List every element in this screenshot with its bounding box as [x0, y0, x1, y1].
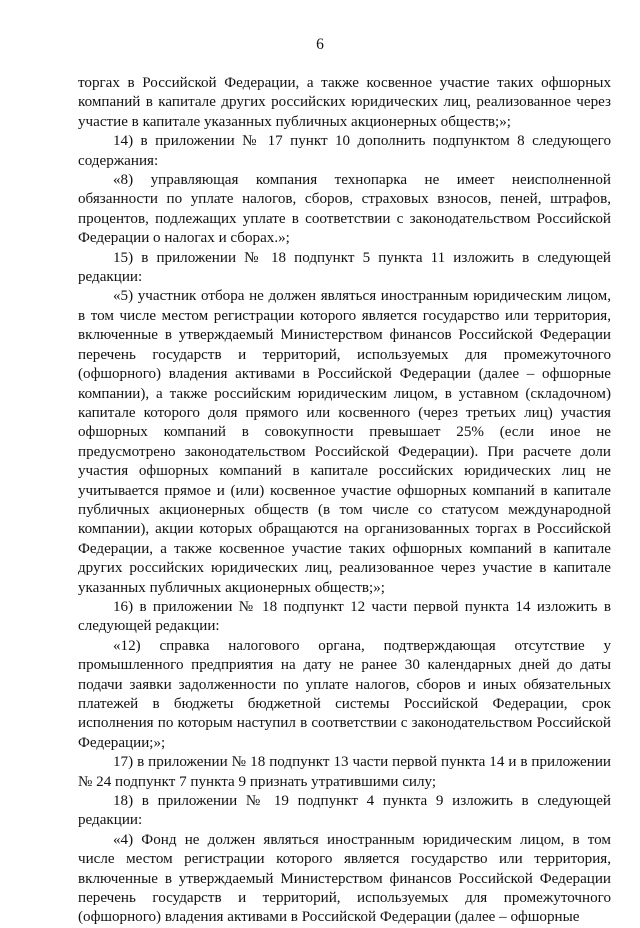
paragraph-item-14-quote: «8) управляющая компания технопарка не имеет неисполненной обязанности по уплате налогов, сборов, страховых взносов, пеней, штрафов, процентов, подлежащих уплате в соответствии с законодательством Российской Федерации о налогах и сборах.»;: [78, 172, 611, 247]
paragraph-continuation: торгах в Российской Федерации, а также косвенное участие таких офшорных компаний в капитале других российских юридических лиц, реализованное через участие в капитале указанных публичных акционерных обществ;»;: [78, 75, 611, 130]
paragraph-item-18: 18) в приложении № 19 подпункт 4 пункта 9 изложить в следующей редакции:: [78, 793, 611, 829]
paragraph-item-16: 16) в приложении № 18 подпункт 12 части первой пункта 14 изложить в следующей редакции:: [78, 598, 611, 635]
paragraph-item-15-quote: «5) участник отбора не должен являться иностранным юридическим лицом, в том числе местом регистрации которого является государство или территория, включенные в утверждаемый Министерством финансов Российской Федерации перечень государств и территорий, используемых для промежуточного (офшорного) владения активами в Российской Федерации (далее – офшорные компании), а также российским юридическим лицом, в уставном (складочном) капитале которого доля прямого или косвенного (через третьих лиц) участия офшорных компаний в совокупности превышает 25% (если иное не предусмотрено законодательством Российской Федерации). При расчете доли участия офшорных компаний в капитале российских юридических лиц не учитывается прямое и (или) косвенное участие офшорных компаний в капитале публичных акционерных обществ (в том числе со статусом международной компании), акции которых обращаются на организованных торгах в Российской Федерации, а также косвенное участие таких офшорных компаний в капитале других российских юридических лиц, реализованное через участие в капитале указанных публичных акционерных обществ;»;: [78, 288, 611, 596]
paragraph-item-14: 14) в приложении № 17 пункт 10 дополнить подпунктом 8 следующего содержания:: [78, 133, 611, 169]
page-number: 6: [316, 36, 324, 53]
paragraph-item-16-quote: «12) справка налогового органа, подтверждающая отсутствие у промышленного предприятия на дату не ранее 30 календарных дней до даты подачи заявки задолженности по уплате налогов, сборов и иных обязательных платежей в бюджеты бюджетной системы Российской Федерации, срок исполнения по которым наступил в соответствии с законодательством Российской Федерации;»;: [78, 637, 611, 751]
paragraph-item-18-quote: «4) Фонд не должен являться иностранным юридическим лицом, в том числе местом регистрации которого является государство или территория, включенные в утверждаемый Министерством финансов Российской Федерации перечень государств и территорий, используемых для промежуточного (офшорного) владения активами в Российской Федерации (далее – офшорные: [78, 831, 611, 926]
paragraph-item-15: 15) в приложении № 18 подпункт 5 пункта 11 изложить в следующей редакции:: [78, 249, 611, 286]
paragraph-item-17: 17) в приложении № 18 подпункт 13 части первой пункта 14 и в приложении № 24 подпункт 7 пункта 9 признать утратившими силу;: [78, 754, 611, 790]
document-body: [78, 74, 611, 928]
